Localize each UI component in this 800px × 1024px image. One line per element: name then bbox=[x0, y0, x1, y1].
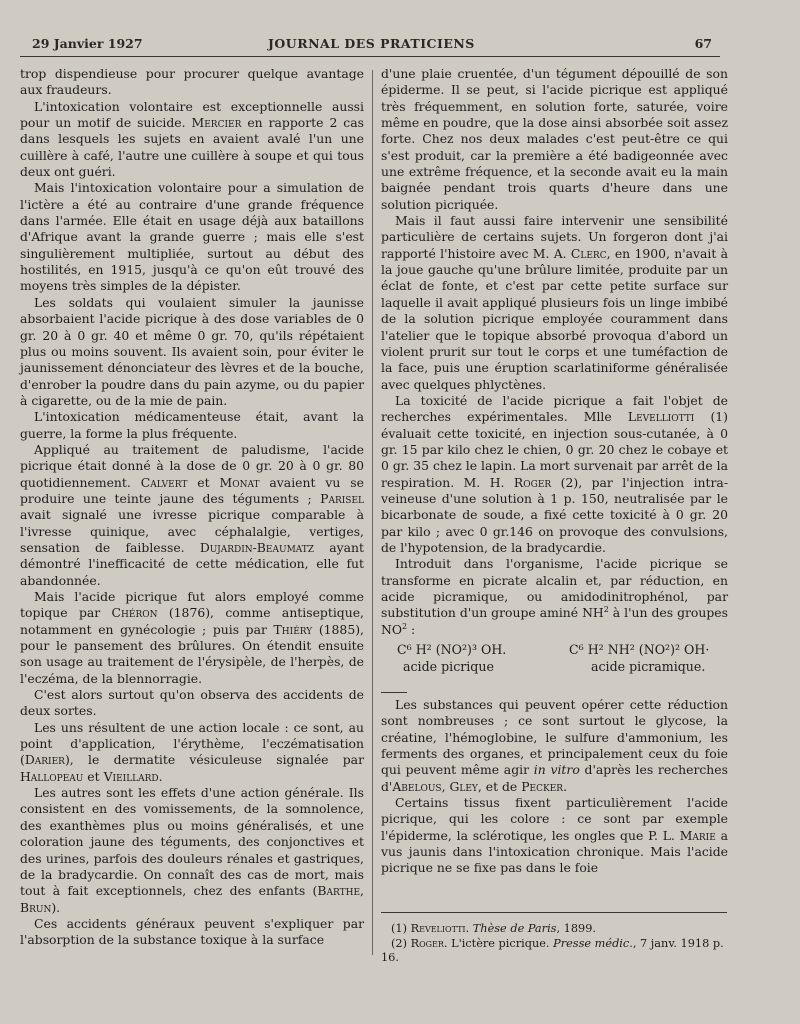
footnote-1: (1) Reveliotti. Thèse de Paris, 1899. bbox=[391, 922, 597, 935]
page-header bbox=[20, 34, 720, 54]
paragraph: La toxicité de l'acide picrique a fait l'objet de recherches expérimentales. Mlle Levelliotti (1) évaluait cette toxicité, en injection sous-cutanée, à 0 gr. 15 par kilo chez le chien, 0 gr. 20 chez le cobaye et 0 gr. 35 chez le lapin. La mort survenait par arrêt de la respiration. M. H. Roger (2), par l'injection intra-veineuse d'une solution à 1 p. 150, neutralisée par le bicarbonate de soude, a fixé cette toxicité à 0 gr. 20 par kilo ; avec 0 gr.146 on provoque des convulsions, de l'hypotension, de la bradycardie. bbox=[381, 392, 729, 555]
author-name: Gley bbox=[449, 778, 478, 794]
header-date: 29 Janvier 1927 bbox=[32, 36, 143, 51]
chemical-formulas bbox=[381, 642, 728, 686]
author-name: Roger bbox=[410, 936, 444, 950]
author-name: Mercier bbox=[191, 115, 242, 131]
paragraph: Les uns résultent de une action locale : ce sont, au point d'application, l'érythème, l'eczématisation (Darier), le dermatite vésiculeuse signalée par Hallopeau et Vieillard. bbox=[20, 719, 364, 784]
superscript: 2 bbox=[603, 605, 609, 615]
author-name: Dujardin-Beaumatz bbox=[199, 539, 315, 555]
formula-picramic-acid-name: acide picramique. bbox=[591, 659, 706, 675]
formula-picramic-acid: C⁶ H² NH² (NO²)² OH· bbox=[569, 642, 710, 658]
italic-text: Presse médic. bbox=[553, 936, 633, 950]
paragraph: L'intoxication médicamenteuse était, avant la guerre, la forme la plus fréquente. bbox=[20, 409, 364, 441]
author-name: Abelous bbox=[392, 778, 442, 794]
author-name: Clerc bbox=[570, 245, 607, 261]
paragraph: d'une plaie cruentée, d'un tégument dépouillé de son épiderme. Il se peut, si l'acide picrique est appliqué très fréquemment, en solution forte, saturée, voire même en poudre, que la dose ainsi absorbée soit assez forte. Chez nos deux malades c'est peut-être ce qui s'est produit, car la première a été badigeonnée avec une extrême fréquence, et la seconde avait eu la main baignée pendant trois quarts d'heure dans une solution picriquée. bbox=[381, 66, 728, 212]
footnote-2: (2) Roger. L'ictère picrique. Presse médic., 7 janv. 1918 p. 16. bbox=[381, 936, 724, 965]
author-name: Reveliotti bbox=[410, 922, 466, 935]
paragraph: Appliqué au traitement de paludisme, l'acide picrique était donné à la dose de 0 gr. 20 à 0 gr. 80 quotidiennement. Calvert et Monat avaient vu se produire une teinte jaune des téguments ; Parisel avait signalé une ivresse picrique comparable à l'ivresse quinique, avec céphalalgie, vertiges, sensation de faiblesse. Dujardin-Beaumatz ayant démontré l'inefficacité de cette médication, elle fut abandonnée. bbox=[20, 441, 364, 588]
author-name: Pecker bbox=[521, 778, 564, 794]
paragraph: C'est alors surtout qu'on observa des accidents de deux sortes. bbox=[20, 687, 364, 719]
paragraph: Les soldats qui voulaient simuler la jaunisse absorbaient l'acide picrique à des dose variables de 0 gr. 20 à 0 gr. 40 et même 0 gr. 70, qu'ils répétaient plus ou moins souvent. Ils avaient soin, pour éviter le jaunissement dénonciateur des lèvres et de la bouche, d'enrober la poudre dans du pain azyme, ou du papier à cigarette, ou de la mie de pain. bbox=[20, 294, 364, 408]
author-name: Monat bbox=[219, 474, 260, 490]
paragraph: L'intoxication volontaire est exceptionnelle aussi pour un motif de suicide. Mercier en rapporte 2 cas dans lesquels les sujets en avaient avalé l'un une cuillère à café, l'autre une cuillère à soupe et qui tous deux ont guéri. bbox=[20, 98, 364, 180]
header-page-number: 67 bbox=[694, 36, 712, 51]
left-column bbox=[20, 66, 364, 949]
author-name: Barthe bbox=[317, 883, 361, 899]
paragraph: Ces accidents généraux peuvent s'expliquer par l'absorption de la substance toxique à la surface bbox=[20, 915, 364, 948]
header-rule bbox=[20, 56, 720, 57]
author-name: Levelliotti bbox=[627, 409, 695, 425]
paragraph: Mais l'intoxication volontaire pour a simulation de l'ictère a été au contraire d'une grande fréquence dans l'armée. Elle était en usage déjà aux bataillons d'Afrique avant la grande guerre ; mais elle s'est singulièrement multipliée, surtout au début des hostilités, en 1915, jusqu'à ce qu'on eût trouvé des moyens très simples de la dépister. bbox=[20, 180, 364, 294]
italic-text: Thèse de Paris bbox=[472, 922, 557, 935]
formula-picric-acid: C⁶ H² (NO²)³ OH. bbox=[397, 642, 507, 658]
author-name: Marie bbox=[679, 827, 716, 843]
author-name: Brun bbox=[20, 899, 52, 915]
right-column bbox=[381, 66, 728, 877]
author-name: Parisel bbox=[320, 490, 364, 506]
author-name: Calvert bbox=[140, 474, 188, 490]
author-name: Thiéry bbox=[273, 621, 313, 637]
author-name: Roger bbox=[513, 474, 552, 490]
paragraph: Les autres sont les effets d'une action générale. Ils consistent en des vomissements, de la somnolence, des exanthèmes plus ou moins généralisés, et une coloration jaune des téguments, des conjonctives et des urines, parfois des douleurs rénales et gastriques, de la bradycardie. On connaît des cas de mort, mais tout à fait exceptionnels, chez des enfants (Barthe, Brun). bbox=[20, 785, 364, 915]
header-journal-title: JOURNAL DES PRATICIENS bbox=[268, 36, 475, 51]
paragraph: Certains tissus fixent particulièrement l'acide picrique, qui les colore : ce sont par exemple l'épiderme, la sclérotique, les ongles que P. L. Marie a vus jaunis dans l'intoxication chronique. Mais l'acide picrique ne se fixe pas dans le foie bbox=[381, 795, 729, 876]
paragraph: Mais l'acide picrique fut alors employé comme topique par Chéron (1876), comme antiseptique, notamment en gynécologie ; puis par Thiéry (1885), pour le pansement des brûlures. On étendit ensuite son usage au traitement de l'érysipèle, de l'herpès, de l'eczéma, de la blennorragie. bbox=[20, 589, 364, 686]
section-rule bbox=[381, 692, 407, 693]
footnotes bbox=[381, 922, 728, 966]
author-name: Vieillard bbox=[103, 768, 159, 784]
paragraph: Introduit dans l'organisme, l'acide picrique se transforme en picrate alcalin et, par réduction, en acide picramique, ou amidodinitrophénol, par substitution d'un groupe aminé $NH^2$ à l'un des groupes $NO^2$ : bbox=[381, 556, 728, 637]
author-name: Hallopeau bbox=[20, 768, 84, 784]
footnote-rule bbox=[381, 912, 727, 913]
paragraph: Mais il faut aussi faire intervenir une sensibilité particulière de certains sujets. Un forgeron dont j'ai rapporté l'histoire avec M. A. Clerc, en 1900, n'avait à la joue gauche qu'une brûlure limitée, produite par un éclat de fonte, et c'est par cette petite surface sur laquelle il avait appliqué plusieurs fois un linge imbibé de la solution picrique employée couramment dans l'atelier que le topique absorbé provoqua d'abord un violent prurit sur tout le corps et une tuméfaction de la face, puis une éruption scarlatiniforme généralisée avec quelques phlyctènes. bbox=[381, 213, 729, 392]
formula-picric-acid-name: acide picrique bbox=[403, 659, 494, 675]
italic-text: in vitro bbox=[533, 762, 580, 778]
column-divider bbox=[372, 70, 373, 955]
paragraph: trop dispendieuse pour procurer quelque avantage aux fraudeurs. bbox=[20, 66, 364, 98]
superscript: 2 bbox=[402, 621, 408, 631]
author-name: Darier bbox=[24, 752, 65, 768]
author-name: Chéron bbox=[111, 605, 158, 621]
paragraph: Les substances qui peuvent opérer cette réduction sont nombreuses ; ce sont surtout le glycose, la créatine, l'hémoglobine, le sulfure d'ammonium, les ferments des organes, et principalement ceux du foie qui peuvent même agir in vitro d'après les recherches d'Abelous, Gley, et de Pecker. bbox=[381, 697, 728, 794]
